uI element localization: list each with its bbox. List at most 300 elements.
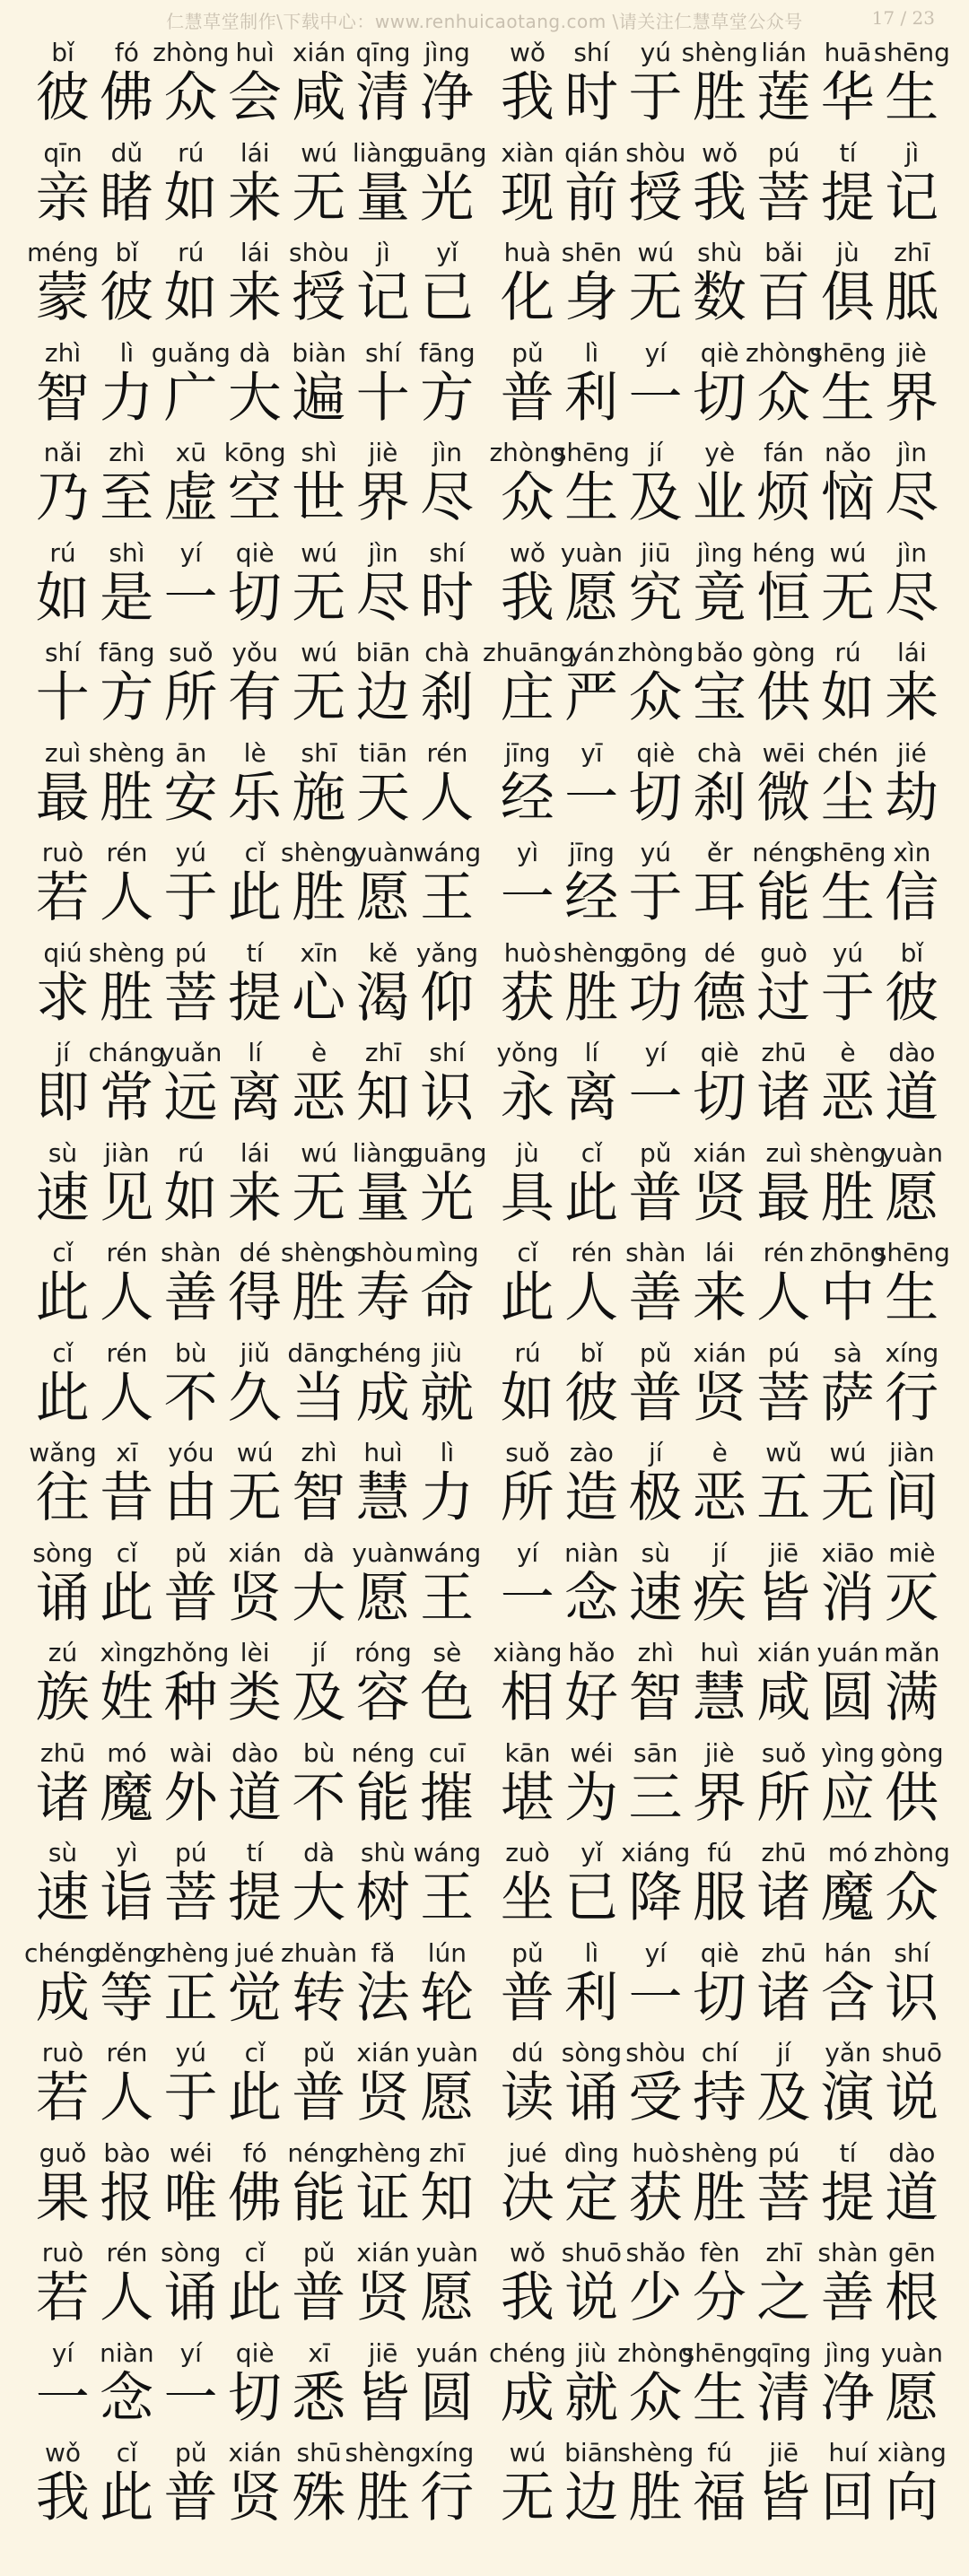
- pinyin: dìng: [563, 2137, 619, 2168]
- syllable: [415, 634, 478, 735]
- hanzi: 所: [756, 1766, 811, 1830]
- syllable: [415, 34, 478, 135]
- pinyin: rén: [763, 1238, 805, 1267]
- syllable: [879, 335, 943, 435]
- syllable: [879, 1434, 943, 1535]
- pinyin: guò: [760, 937, 808, 968]
- hanzi: 已: [420, 266, 475, 329]
- pinyin: yú: [640, 838, 671, 867]
- hanzi: 功: [628, 966, 683, 1030]
- hanzi: 生: [820, 866, 875, 929]
- pinyin: huì: [363, 1438, 403, 1467]
- pinyin: bǐ: [115, 238, 139, 267]
- hanzi: 造: [564, 1466, 619, 1529]
- hanzi: 久: [227, 1366, 282, 1430]
- hanzi: 慧: [692, 1667, 746, 1729]
- verse-line-right: [495, 735, 944, 835]
- hanzi: 就: [564, 2366, 619, 2430]
- verse-line-right: [495, 1735, 944, 1835]
- pinyin: rén: [106, 1238, 148, 1267]
- pinyin: jìng: [825, 2337, 871, 2368]
- pinyin: pú: [175, 937, 207, 968]
- pinyin: lì: [584, 1937, 599, 1968]
- pinyin: shèng: [281, 838, 358, 867]
- pinyin: chéng: [345, 1337, 422, 1368]
- pinyin: lái: [897, 638, 927, 667]
- pinyin: yí: [644, 337, 667, 368]
- hanzi: 菩: [163, 1867, 218, 1929]
- pinyin: lè: [243, 737, 266, 768]
- verse-row: [0, 1434, 969, 1535]
- hanzi: 由: [163, 1466, 218, 1529]
- pinyin: lì: [584, 337, 599, 368]
- pinyin: jiù: [576, 2337, 607, 2368]
- hanzi: 及: [628, 466, 683, 529]
- pinyin: zhèng: [345, 2137, 422, 2168]
- hanzi: 姓: [100, 1667, 154, 1729]
- hanzi: 此: [227, 866, 282, 929]
- syllable: [873, 1234, 950, 1335]
- hanzi: 成: [500, 2366, 554, 2430]
- hanzi: 尘: [820, 766, 875, 830]
- pinyin: huā: [824, 38, 872, 67]
- pinyin: dào: [888, 2137, 936, 2168]
- header-text: 仁慧草堂制作\下载中心：www.renhuicaotang.com \请关注仁慧草堂公众号: [166, 11, 803, 32]
- pinyin: dà: [303, 1537, 336, 1568]
- pinyin: jí: [776, 2038, 791, 2067]
- hanzi: 渴: [355, 966, 410, 1030]
- hanzi: 色: [420, 1667, 475, 1729]
- hanzi: 慧: [355, 1466, 410, 1529]
- pinyin: wēi: [762, 737, 806, 768]
- pinyin: yuàn: [352, 1537, 415, 1568]
- hanzi: 若: [35, 866, 90, 929]
- syllable: [873, 34, 950, 135]
- pinyin: xī: [308, 2337, 330, 2368]
- pinyin: zhòng: [153, 38, 230, 67]
- pinyin: yí: [179, 2337, 202, 2368]
- pinyin: qiè: [700, 337, 739, 368]
- pinyin: zhì: [109, 438, 145, 467]
- pinyin: kě: [368, 937, 398, 968]
- hanzi: 胝: [885, 266, 939, 329]
- pinyin: biān: [355, 638, 411, 667]
- verse-row: [0, 434, 969, 535]
- pinyin: sù: [48, 1838, 78, 1867]
- pinyin: huì: [235, 38, 275, 67]
- hanzi: 众: [163, 66, 218, 129]
- hanzi: 识: [885, 1966, 939, 2030]
- hanzi: 来: [227, 266, 282, 329]
- pinyin: tí: [839, 2137, 857, 2168]
- hanzi: 行: [885, 1366, 939, 1430]
- pinyin: xián: [693, 1137, 746, 1168]
- pinyin: shèng: [345, 2438, 422, 2467]
- hanzi: 佛: [227, 2166, 282, 2230]
- pinyin: sān: [633, 1737, 678, 1768]
- pinyin: shì: [301, 438, 337, 467]
- hanzi: 堪: [500, 1766, 554, 1830]
- pinyin: shù: [697, 238, 743, 267]
- hanzi: 大: [292, 1566, 346, 1630]
- hanzi: 光: [420, 166, 475, 230]
- hanzi: 于: [820, 966, 875, 1030]
- hanzi: 定: [564, 2166, 619, 2230]
- pinyin: rén: [571, 1238, 613, 1267]
- hanzi: 昔: [100, 1466, 154, 1529]
- pinyin: fú: [707, 1838, 732, 1867]
- hanzi: 清: [756, 2366, 811, 2430]
- pinyin: jiē: [368, 2337, 398, 2368]
- hanzi: 善: [628, 1266, 683, 1329]
- hanzi: 分: [692, 2267, 746, 2329]
- verse-row: [0, 2434, 969, 2535]
- pinyin: lái: [240, 137, 270, 168]
- hanzi: 界: [692, 1766, 746, 1830]
- hanzi: 恼: [820, 466, 875, 529]
- pinyin: pǔ: [175, 1537, 207, 1568]
- hanzi: 化: [500, 266, 554, 329]
- pinyin: jiàn: [104, 1137, 150, 1168]
- hanzi: 道: [227, 1766, 282, 1830]
- hanzi: 证: [355, 2166, 410, 2230]
- syllable: [415, 535, 478, 635]
- pinyin: yì: [516, 838, 539, 867]
- pinyin: fó: [114, 38, 139, 67]
- hanzi: 安: [163, 766, 218, 830]
- pinyin: zhòng: [873, 1838, 950, 1867]
- pinyin: sù: [641, 1537, 670, 1568]
- verse-row: [0, 735, 969, 835]
- pinyin: yuàn: [880, 2337, 943, 2368]
- verse-line-right: [495, 1634, 944, 1735]
- pinyin: cháng: [88, 1038, 166, 1067]
- syllable: [879, 834, 943, 935]
- verse-line-right: [495, 834, 944, 935]
- syllable: [407, 135, 487, 235]
- pinyin: wú: [236, 1438, 274, 1467]
- verse-line-left: [24, 1935, 479, 2035]
- hanzi: 刹: [420, 666, 475, 729]
- hanzi: 满: [885, 1667, 939, 1729]
- hanzi: 心: [292, 966, 346, 1030]
- hanzi: 胜: [355, 2467, 410, 2529]
- pinyin: rén: [106, 1337, 148, 1368]
- verse-line-left: [31, 1135, 487, 1235]
- pinyin: jiè: [896, 337, 927, 368]
- hanzi: 远: [163, 1066, 218, 1129]
- hanzi: 净: [820, 2366, 875, 2430]
- hanzi: 行: [420, 2467, 475, 2529]
- pinyin: jì: [904, 137, 920, 168]
- hanzi: 来: [692, 1266, 746, 1329]
- pinyin: shí: [429, 537, 466, 568]
- pinyin: jí: [56, 1038, 70, 1067]
- hanzi: 命: [420, 1266, 475, 1329]
- hanzi: 界: [885, 366, 939, 430]
- pinyin: sòng: [32, 1537, 93, 1568]
- hanzi: 普: [163, 1566, 218, 1630]
- syllable: [879, 735, 943, 835]
- hanzi: 灭: [885, 1566, 939, 1630]
- hanzi: 佛: [100, 66, 154, 129]
- hanzi: 演: [820, 2067, 875, 2129]
- hanzi: 德: [692, 966, 746, 1030]
- verse-row: [0, 1735, 969, 1835]
- hanzi: 睹: [100, 166, 154, 230]
- pinyin: jìng: [423, 38, 470, 67]
- pinyin: yuán: [415, 2337, 478, 2368]
- verse-line-right: [495, 1234, 950, 1335]
- hanzi: 智: [292, 1466, 346, 1529]
- syllable: [415, 2434, 478, 2535]
- hanzi: 诵: [35, 1566, 90, 1630]
- syllable: [879, 935, 943, 1035]
- pinyin: dà: [239, 337, 271, 368]
- verse-row: [0, 1135, 969, 1235]
- pinyin: bǎo: [696, 638, 744, 667]
- pinyin: zuì: [765, 1137, 802, 1168]
- hanzi: 服: [692, 1867, 746, 1929]
- hanzi: 恶: [692, 1466, 746, 1529]
- pinyin: wǒ: [509, 537, 546, 568]
- hanzi: 果: [35, 2166, 90, 2230]
- pinyin: shī: [301, 737, 337, 768]
- verse-line-left: [31, 1335, 479, 1435]
- verse-row: [0, 2335, 969, 2435]
- pinyin: wáng: [413, 838, 482, 867]
- verse-line-left: [31, 1034, 479, 1135]
- syllable: [413, 1535, 482, 1635]
- hanzi: 念: [100, 2366, 154, 2430]
- verse-line-right: [495, 2135, 944, 2235]
- hanzi: 仰: [420, 966, 475, 1030]
- hanzi: 咸: [756, 1667, 811, 1729]
- hanzi: 获: [500, 966, 554, 1030]
- hanzi: 大: [227, 366, 282, 430]
- verse-row: [0, 2234, 969, 2335]
- hanzi: 诵: [564, 2067, 619, 2129]
- pinyin: ruò: [41, 838, 84, 867]
- pinyin: jí: [649, 1438, 663, 1467]
- syllable: [879, 234, 943, 335]
- pinyin: zhū: [761, 1038, 807, 1067]
- verse-line-left: [31, 434, 479, 535]
- pinyin: bǎi: [764, 238, 803, 267]
- syllable: [879, 1135, 943, 1235]
- syllable: [415, 1735, 478, 1835]
- hanzi: 如: [163, 1166, 218, 1230]
- pinyin: shēng: [681, 2337, 758, 2368]
- pinyin: zuò: [505, 1838, 550, 1867]
- pinyin: sòng: [561, 2038, 623, 2067]
- hanzi: 无: [292, 566, 346, 630]
- verse-line-right: [495, 2234, 944, 2335]
- hanzi: 见: [100, 1166, 154, 1230]
- pinyin: shì: [109, 537, 145, 568]
- hanzi: 善: [820, 2267, 875, 2329]
- page-number: 17 / 23: [871, 7, 935, 29]
- hanzi: 萨: [820, 1366, 875, 1430]
- hanzi: 提: [227, 966, 282, 1030]
- pinyin: yì: [116, 1838, 138, 1867]
- verse-line-right: [495, 535, 944, 635]
- pinyin: chéng: [24, 1937, 101, 1968]
- hanzi: 速: [628, 1566, 683, 1630]
- hanzi: 正: [163, 1966, 218, 2030]
- hanzi: 微: [756, 766, 811, 830]
- pinyin: jué: [508, 2137, 547, 2168]
- pinyin: yè: [704, 438, 736, 467]
- pinyin: néng: [351, 1737, 415, 1768]
- pinyin: tí: [246, 937, 264, 968]
- pinyin: pú: [767, 1337, 800, 1368]
- pinyin: zhì: [44, 337, 82, 368]
- pinyin: jiē: [769, 2438, 799, 2467]
- verse-line-right: [489, 434, 944, 535]
- hanzi: 十: [355, 366, 410, 430]
- pinyin: qiè: [636, 737, 676, 768]
- hanzi: 魔: [820, 1867, 875, 1929]
- hanzi: 我: [35, 2467, 90, 2529]
- syllable: [415, 434, 478, 535]
- hanzi: 众: [628, 2366, 683, 2430]
- pinyin: shàn: [817, 2238, 878, 2267]
- hanzi: 是: [100, 566, 154, 630]
- pinyin: pú: [767, 2137, 800, 2168]
- pinyin: lí: [248, 1038, 262, 1067]
- hanzi: 此: [227, 2067, 282, 2129]
- hanzi: 成: [355, 1366, 410, 1430]
- verse-row: [0, 1935, 969, 2035]
- pinyin: zhòng: [617, 2337, 694, 2368]
- hanzi: 应: [820, 1766, 875, 1830]
- pinyin: jí: [311, 1638, 327, 1667]
- pinyin: yú: [175, 838, 206, 867]
- hanzi: 知: [420, 2166, 475, 2230]
- pinyin: zhuàn: [281, 1937, 358, 1968]
- pinyin: rú: [178, 1137, 205, 1168]
- pinyin: è: [310, 1038, 327, 1067]
- verse-line-left: [31, 2234, 479, 2335]
- verse-row: [0, 634, 969, 735]
- syllable: [415, 2335, 478, 2435]
- hanzi: 信: [885, 866, 939, 929]
- syllable: [879, 1735, 943, 1835]
- pinyin: dé: [703, 937, 736, 968]
- pinyin: chén: [816, 737, 879, 768]
- hanzi: 诸: [756, 1066, 811, 1129]
- hanzi: 菩: [163, 966, 218, 1030]
- hanzi: 族: [35, 1667, 90, 1729]
- hanzi: 我: [500, 2267, 554, 2329]
- hanzi: 人: [756, 1266, 811, 1329]
- hanzi: 如: [820, 666, 875, 729]
- pinyin: pǔ: [511, 337, 544, 368]
- syllable: [415, 2034, 478, 2135]
- pinyin: huà: [503, 238, 552, 267]
- pinyin: wǒ: [702, 137, 738, 168]
- pinyin: xián: [228, 2438, 282, 2467]
- pinyin: jiàn: [889, 1438, 935, 1467]
- pinyin: huò: [503, 937, 552, 968]
- hanzi: 一: [163, 2366, 218, 2430]
- hanzi: 贤: [355, 2267, 410, 2329]
- pinyin: tiān: [359, 737, 407, 768]
- pinyin: xíng: [885, 1337, 939, 1368]
- verse-line-left: [26, 234, 479, 335]
- verse-row: [0, 234, 969, 335]
- hanzi: 彼: [564, 1366, 619, 1430]
- pinyin: lì: [119, 337, 135, 368]
- hanzi: 蒙: [35, 266, 90, 329]
- pinyin: shuō: [561, 2238, 622, 2267]
- verse-line-left: [31, 1234, 479, 1335]
- pinyin: pú: [175, 1838, 207, 1867]
- verse-row: [0, 1034, 969, 1135]
- hanzi: 生: [692, 2366, 746, 2430]
- hanzi: 菩: [756, 2166, 811, 2230]
- pinyin: yǎng: [415, 937, 479, 968]
- verse-line-right: [495, 34, 950, 135]
- hanzi: 魔: [100, 1766, 154, 1830]
- syllable: [415, 234, 478, 335]
- hanzi: 不: [163, 1366, 218, 1430]
- hanzi: 说: [564, 2267, 619, 2329]
- pinyin: jìn: [896, 438, 928, 467]
- hanzi: 此: [227, 2267, 282, 2329]
- syllable: [879, 1935, 943, 2035]
- pinyin: pǔ: [640, 1137, 672, 1168]
- syllable: [415, 1335, 478, 1435]
- hanzi: 求: [35, 966, 90, 1030]
- pinyin: nǎi: [43, 438, 83, 467]
- pinyin: yán: [568, 638, 615, 667]
- hanzi: 虚: [163, 466, 218, 529]
- hanzi: 圆: [820, 1667, 875, 1729]
- pinyin: cǐ: [517, 1238, 538, 1267]
- pinyin: lèi: [240, 1638, 270, 1667]
- verse-row: [0, 34, 969, 135]
- pinyin: qīng: [756, 2337, 812, 2368]
- pinyin: guāng: [407, 1137, 487, 1168]
- pinyin: qián: [564, 137, 619, 168]
- pinyin: zhòng: [617, 638, 694, 667]
- syllable: [879, 1034, 943, 1135]
- hanzi: 百: [756, 266, 811, 329]
- hanzi: 诣: [100, 1867, 154, 1929]
- hanzi: 刹: [692, 766, 746, 830]
- hanzi: 尽: [420, 466, 475, 529]
- pinyin: chéng: [489, 2337, 566, 2368]
- hanzi: 来: [227, 166, 282, 230]
- hanzi: 施: [292, 766, 346, 830]
- hanzi: 愿: [355, 866, 410, 929]
- hanzi: 恶: [292, 1066, 346, 1129]
- pinyin: lí: [584, 1038, 599, 1067]
- hanzi: 得: [227, 1266, 282, 1329]
- syllable: [879, 434, 943, 535]
- pinyin: yǐ: [581, 1838, 603, 1867]
- hanzi: 时: [420, 566, 475, 630]
- pinyin: jìng: [696, 537, 743, 568]
- verse-line-right: [495, 1434, 944, 1535]
- pinyin: xū: [175, 438, 206, 467]
- hanzi: 前: [564, 166, 619, 230]
- pinyin: yuàn: [415, 2238, 478, 2267]
- pinyin: yìng: [821, 1737, 875, 1768]
- pinyin: shèng: [88, 937, 165, 968]
